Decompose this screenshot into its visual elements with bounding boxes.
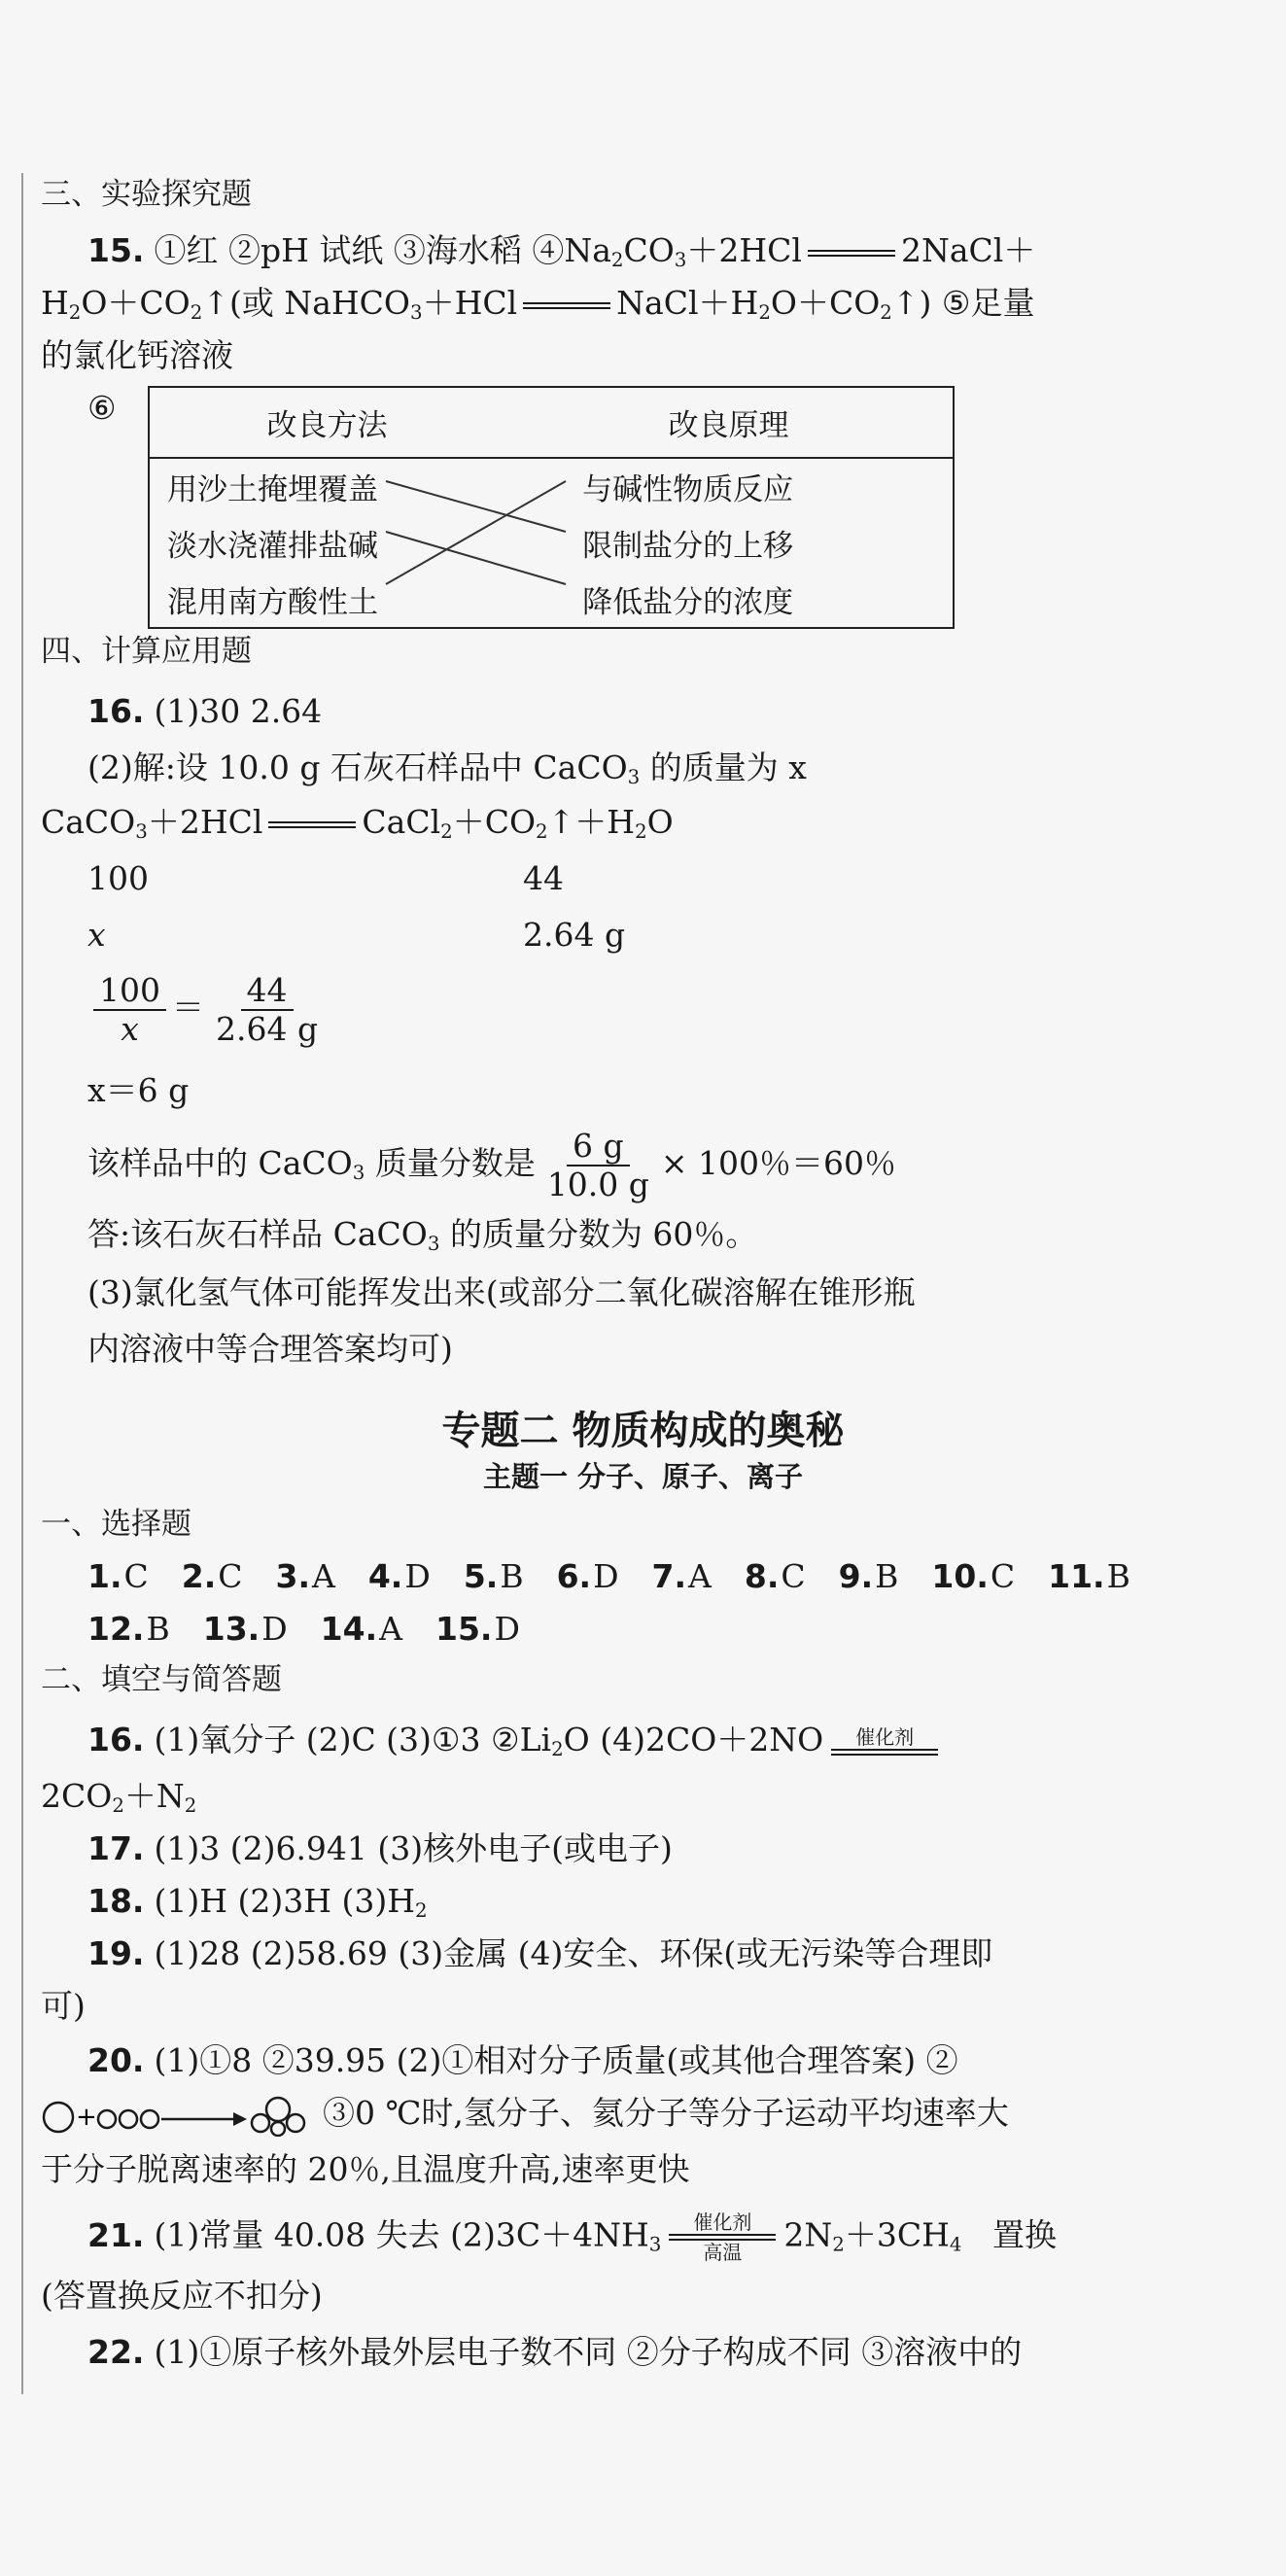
catalyst-arrow <box>831 1724 938 1758</box>
choice-item <box>464 1557 524 1595</box>
numerator: 100 <box>93 972 166 1011</box>
answer: B <box>1106 1557 1130 1595</box>
b18-line: 18. (1)H (2)3H $(3)H_2$ <box>87 1882 428 1922</box>
answer: C <box>990 1557 1016 1595</box>
text: 置换 <box>991 2215 1057 2254</box>
text: O＋CO <box>770 284 881 322</box>
equals-sign <box>268 821 356 828</box>
choice-item <box>652 1557 712 1595</box>
choice-row-2 <box>87 1610 520 1649</box>
molecule-diagram <box>41 2094 323 2137</box>
answer: D <box>404 1557 431 1595</box>
var-x: x <box>87 916 106 954</box>
question-number: 3. <box>275 1557 310 1595</box>
equals-sign <box>523 302 610 309</box>
section-heading: 三、实验探究题 <box>41 177 252 212</box>
text: (1)①8 ②39.95 (2)①相对分子质量(或其他合理答案) ② <box>154 2041 958 2079</box>
text: (1)H (2)3H (3)H <box>154 1882 416 1920</box>
text: 质量分数是 <box>374 1143 536 1182</box>
q15-line1: 15. ①红 ②pH 试纸 ③海水稻 $④Na_2CO_3+2HCl$ 2NaCl＋ <box>87 231 1036 271</box>
fraction <box>541 1128 655 1203</box>
b21-line2: (答置换反应不扣分) <box>41 2277 323 2315</box>
answer-line: 答:该石灰石样品 CaCO$_3$ 的质量分数为 60％。 <box>87 1215 758 1255</box>
question-number: 8. <box>744 1557 780 1595</box>
question-number: 7. <box>651 1557 687 1595</box>
answer: D <box>494 1610 520 1648</box>
numerator: 6 g <box>567 1128 630 1166</box>
circle-six: ⑥ <box>87 389 117 427</box>
text: (1)3 (2)6.941 (3)核外电子(或电子) <box>154 1829 673 1867</box>
equals-sign <box>808 250 895 257</box>
text: ＋N <box>123 1777 185 1815</box>
question-number: 4. <box>367 1557 403 1595</box>
text: CaCO <box>41 803 136 841</box>
text: ↑＋H <box>547 803 636 841</box>
proportion: $\frac{100}{x}$ ＝ $\frac{44}{2.64 g}$ <box>87 972 330 1048</box>
mass-100: 100 <box>87 859 149 897</box>
answer: C <box>218 1557 243 1595</box>
equals-sign <box>831 1749 938 1756</box>
question-number: 15. <box>434 1610 493 1648</box>
svg-text:+: + <box>76 2103 97 2132</box>
denominator: x <box>121 1009 139 1048</box>
question-number: 17. <box>87 1829 145 1867</box>
b20-line2 <box>41 2094 1009 2137</box>
question-number: 20. <box>87 2041 145 2079</box>
text: (1)①原子核外最外层电子数不同 ②分子构成不同 ③溶液中的 <box>154 2333 1023 2371</box>
b16-line2: $2CO_2+N_2$ <box>41 1777 197 1817</box>
question-number: 16. <box>87 1721 145 1758</box>
b20-line3: 于分子脱离速率的 20％,且温度升高,速率更快 <box>41 2150 690 2188</box>
answer: B <box>875 1557 899 1595</box>
answer: A <box>379 1610 402 1648</box>
q15-line3: 的氯化钙溶液 <box>41 336 233 374</box>
method-cell: 用沙土掩埋覆盖 <box>167 472 378 508</box>
text: ①红 ②pH 试纸 ③海水稻 ④Na <box>154 231 611 269</box>
b16-line1: 16. (1)氧分子 (2)C (3)①3 $②Li_2O$ (4)2CO＋2NO 催化剂 <box>87 1721 946 1761</box>
text: 的质量为 x <box>649 748 807 786</box>
text: ＋3CH <box>844 2215 950 2254</box>
question-number: 15. <box>87 231 145 269</box>
principle-cell: 降低盐分的浓度 <box>582 584 794 620</box>
answer: A <box>688 1557 712 1595</box>
answer: C <box>781 1557 806 1595</box>
numerator: 44 <box>241 972 294 1011</box>
text: ＋2HCl <box>686 231 802 269</box>
margin-line <box>21 173 23 2394</box>
q16-part2: (2)解:设 10.0 g 石灰石样品中 CaCO$_3$ 的质量为 x <box>87 748 807 788</box>
choice-item <box>435 1610 520 1648</box>
text: 该样品中的 CaCO <box>87 1143 353 1182</box>
choice-item <box>203 1610 288 1648</box>
table-header-method: 改良方法 <box>149 387 504 458</box>
fraction <box>210 972 324 1048</box>
choice-item <box>87 1557 149 1595</box>
section-heading: 四、计算应用题 <box>41 634 252 669</box>
table-header-principle: 改良原理 <box>504 387 954 458</box>
mass-44: 44 <box>523 859 564 897</box>
choice-item <box>557 1557 619 1595</box>
choice-item <box>276 1557 335 1595</box>
text: 2N <box>783 2215 833 2254</box>
text: (1)28 (2)58.69 (3)金属 (4)安全、环保(或无污染等合理即 <box>154 1934 993 1972</box>
b19-line1 <box>87 1934 992 1973</box>
text: O (4)2CO＋2NO <box>563 1721 824 1758</box>
text: CaCl <box>362 803 441 841</box>
answer: B <box>500 1557 524 1595</box>
choice-item <box>87 1610 170 1648</box>
equals-sign <box>669 2234 776 2241</box>
question-number: 9. <box>838 1557 874 1595</box>
q16-part3-line2: 内溶液中等合理答案均可) <box>87 1330 453 1368</box>
answer: D <box>593 1557 619 1595</box>
fraction <box>93 972 166 1048</box>
b22-line1 <box>87 2333 1022 2372</box>
condition: 催化剂 <box>693 2210 752 2234</box>
text: 2CO <box>41 1777 113 1815</box>
value-264: 2.64 g <box>523 916 626 954</box>
condition: 催化剂 <box>855 1724 915 1749</box>
question-number: 12. <box>87 1610 145 1648</box>
b17-line <box>87 1829 673 1868</box>
result-x: x＝6 g <box>87 1071 190 1109</box>
answer: B <box>146 1610 170 1648</box>
principle-cell: 限制盐分的上移 <box>582 529 794 565</box>
question-number: 22. <box>87 2333 145 2371</box>
question-number: 5. <box>463 1557 499 1595</box>
choice-item <box>745 1557 806 1595</box>
answer: D <box>261 1610 288 1648</box>
question-number: 13. <box>202 1610 261 1648</box>
choice-item <box>182 1557 243 1595</box>
text: ＋CO <box>452 803 537 841</box>
text: (1)氧分子 (2)C (3)①3 ②Li <box>154 1721 552 1758</box>
text: O＋CO <box>81 284 191 322</box>
text: 2NaCl＋ <box>900 231 1036 269</box>
choice-row-1 <box>87 1557 1130 1596</box>
text: O <box>646 803 674 841</box>
text: (1)30 2.64 <box>154 692 323 730</box>
question-number: 2. <box>181 1557 217 1595</box>
topic-title: 专题二 物质构成的奥秘 <box>441 1409 845 1453</box>
q16-equation: CaCO$_3$＋2HCl $CaCl_2+CO_2↑+H_2O$ <box>41 803 674 843</box>
q16-part1 <box>87 692 322 731</box>
text: ＋HCl <box>422 284 518 322</box>
text: ③0 ℃时,氢分子、氦分子等分子运动平均速率大 <box>323 2094 1009 2132</box>
question-number: 1. <box>87 1557 122 1595</box>
text: ↑) ⑤足量 <box>891 284 1035 322</box>
question-number: 6. <box>556 1557 592 1595</box>
section-heading: 二、填空与简答题 <box>41 1662 282 1697</box>
denominator: 2.64 g <box>216 1009 319 1048</box>
choice-item <box>931 1557 1015 1595</box>
text: 答:该石灰石样品 CaCO <box>87 1215 428 1253</box>
denominator: 10.0 g <box>546 1165 649 1203</box>
text: CO <box>623 231 675 269</box>
text: (2)解:设 10.0 g 石灰石样品中 CaCO <box>87 748 628 786</box>
answer: A <box>312 1557 335 1595</box>
text: × 100％＝60％ <box>660 1143 897 1182</box>
text: ↑(或 NaHCO <box>202 284 410 322</box>
text: H <box>41 284 69 322</box>
q16-part3-line1: (3)氯化氢气体可能挥发出来(或部分二氧化碳溶解在锥形瓶 <box>87 1273 916 1311</box>
text: ＋2HCl <box>147 803 263 841</box>
text: (1)常量 40.08 失去 (2)3C＋4NH <box>154 2215 649 2254</box>
principle-cell: 与碱性物质反应 <box>582 472 794 508</box>
question-number: 18. <box>87 1882 145 1920</box>
mass-fraction-line: 该样品中的 CaCO$_3$ 质量分数是 $\frac{6 g}{10.0 g}$ × 100％＝60％ <box>87 1127 897 1203</box>
choice-item <box>321 1610 402 1648</box>
section-heading: 一、选择题 <box>41 1507 191 1542</box>
question-number: 10. <box>931 1557 989 1595</box>
question-number: 21. <box>87 2215 145 2254</box>
improvement-table <box>148 386 955 629</box>
b21-line1: 21. (1)常量 40.08 失去 $(2)3C+4NH_3$ 催化剂 高温 $2N_2+3CH_4$ 置换 <box>87 2210 1057 2264</box>
b20-line1 <box>87 2041 958 2080</box>
q15-line2: $H_2O+CO_2↑$(或 NaHCO$_3$＋HCl $NaCl+H_2O+CO_2↑$) ⑤足量 <box>41 284 1035 324</box>
question-number: 14. <box>320 1610 378 1648</box>
method-cell: 淡水浇灌排盐碱 <box>167 529 378 565</box>
b19-line2: 可) <box>41 1987 86 2025</box>
text: NaCl＋H <box>616 284 759 322</box>
question-number: 16. <box>87 692 145 730</box>
condition: 高温 <box>703 2241 743 2264</box>
answer: C <box>123 1557 149 1595</box>
catalyst-arrow <box>669 2212 776 2262</box>
choice-item <box>839 1557 899 1595</box>
method-cell: 混用南方酸性土 <box>167 584 378 620</box>
text: 的质量分数为 60％。 <box>449 1215 758 1253</box>
question-number: 11. <box>1048 1557 1105 1595</box>
subtopic-title: 主题一 分子、原子、离子 <box>482 1460 804 1493</box>
choice-item <box>368 1557 431 1595</box>
choice-item <box>1048 1557 1130 1595</box>
question-number: 19. <box>87 1934 145 1972</box>
